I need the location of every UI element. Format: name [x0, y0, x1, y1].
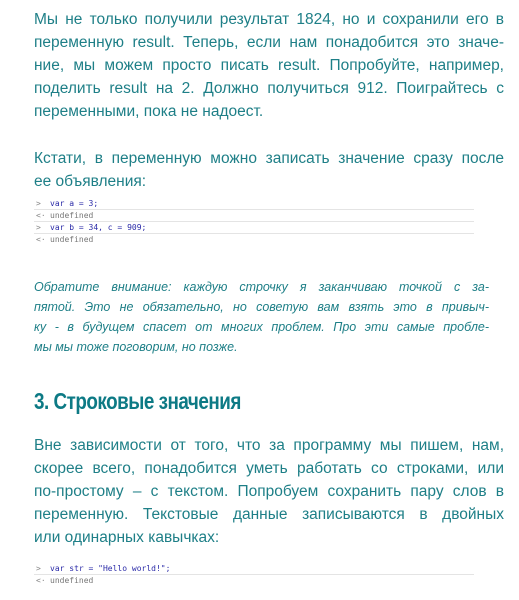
note-semicolon [34, 277, 489, 357]
section-heading: 3. Строковые значения [34, 388, 241, 414]
console-row [34, 563, 474, 575]
note-line: пятой. Это не обязательно, но советую вам взять это в привыч- [34, 300, 489, 314]
console-code: var b = 34, c = 909; [50, 223, 147, 232]
text-line: поделить result на 2. Должно получиться 912. Поиграйтесь с [34, 80, 504, 97]
console-result: undefined [50, 576, 94, 585]
console-input-prompt-icon: > [36, 199, 41, 208]
console-result: undefined [50, 235, 94, 244]
text-line: Кстати, в переменную можно записать значение сразу после [34, 150, 504, 167]
console-row [34, 575, 474, 586]
note-line: Обратите внимание: каждую строчку я заканчиваю точкой с за- [34, 280, 489, 294]
text-line: ее объявления: [34, 173, 147, 190]
console-output-prompt-icon: <· [36, 235, 46, 244]
console-snippet-string [34, 563, 474, 586]
console-row [34, 222, 474, 234]
text-line: или одинарных кавычках: [34, 529, 220, 546]
text-line: Мы не только получили результат 1824, но и сохранили его в [34, 11, 504, 28]
text-line: ние, мы можем просто писать result. Попробуйте, например, [34, 57, 504, 74]
paragraph-result-variable [34, 8, 504, 123]
note-line: мы мы тоже поговорим, но позже. [34, 340, 238, 354]
console-input-prompt-icon: > [36, 564, 41, 573]
console-input-prompt-icon: > [36, 223, 41, 232]
console-code: var a = 3; [50, 199, 99, 208]
console-output-prompt-icon: <· [36, 576, 46, 585]
console-snippet-variables [34, 198, 474, 245]
console-result: undefined [50, 211, 94, 220]
console-row [34, 198, 474, 210]
text-line: по-простому – с текстом. Попробуем сохранить пару слов в [34, 483, 504, 500]
paragraph-string-values [34, 434, 504, 549]
text-line: переменную result. Теперь, если нам понадобится это значе- [34, 34, 504, 51]
text-line: скорее всего, понадобится уметь работать со строками, или [34, 460, 504, 477]
console-row [34, 210, 474, 222]
console-row [34, 234, 474, 245]
text-line: Вне зависимости от того, что за программу мы пишем, нам, [34, 437, 504, 454]
paragraph-declaration-value [34, 147, 504, 193]
console-code: var str = "Hello world!"; [50, 564, 171, 573]
note-line: ку - в будущем спасет от многих проблем. Про эти самые пробле- [34, 320, 489, 334]
text-line: переменную. Текстовые данные записываются в двойных [34, 506, 504, 523]
text-line: переменными, пока не надоест. [34, 103, 264, 120]
console-output-prompt-icon: <· [36, 211, 46, 220]
